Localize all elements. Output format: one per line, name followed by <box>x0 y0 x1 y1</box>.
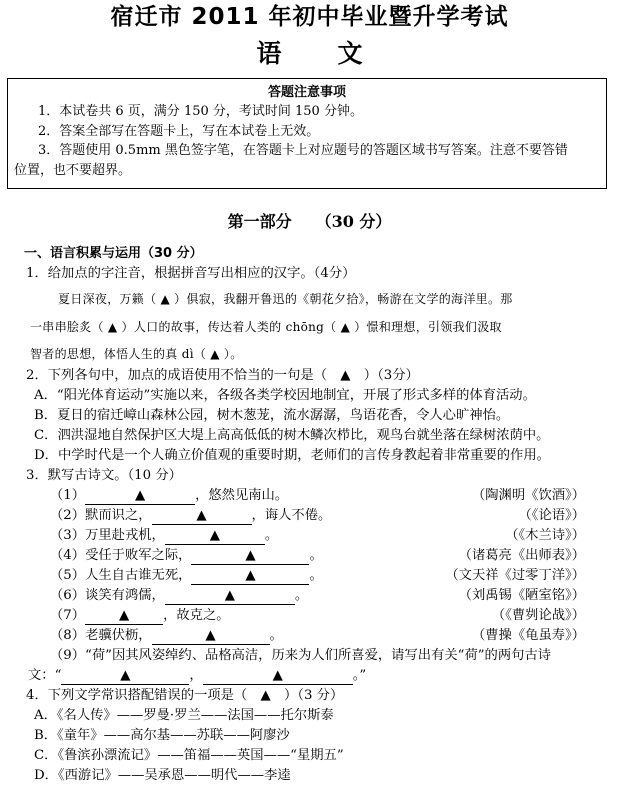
q3-item-2-num: （2） <box>50 508 86 523</box>
q3-item-9-mid: ， <box>189 668 203 683</box>
notice-item-2: 2．答案全部写在答题卡上，写在本试卷上无效。 <box>38 123 320 139</box>
q4-stem: 4．下列文学常识搭配错误的一项是（ ▲ ）（3 分） <box>26 688 344 703</box>
q3-stem: 3．默写古诗文。（10 分） <box>26 468 182 483</box>
q3-item-5-num: （5） <box>50 568 86 583</box>
q3-item-8-post: 。 <box>269 628 283 643</box>
q4-option-c: C．《鲁滨孙漂流记》——笛福——英国——“星期五” <box>34 748 344 763</box>
q3-item-9-answer <box>28 666 366 685</box>
q2-option-d: D．中学时代是一个人确立价值观的重要时期，老师们的言传身教起着非常重要的作用。 <box>34 448 550 463</box>
q3-item-1-post: ，悠然见南山。 <box>195 488 289 503</box>
q3-item-5-source: （文天祥《过零丁洋》） <box>445 568 585 583</box>
part-one-title: 第一部分 （30 分） <box>227 212 392 231</box>
q3-item-6-post: 。 <box>294 588 309 603</box>
q3-item-3-source: （《木兰诗》） <box>505 528 585 543</box>
answer-blank[interactable]: ▲ <box>85 488 195 505</box>
q4-option-d: D．《西游记》——吴承恩——明代——李逵 <box>34 768 291 783</box>
section-one-title: 一、语言积累与运用（30 分） <box>24 246 203 261</box>
answer-blank[interactable]: ▲ <box>191 548 309 565</box>
answer-blank[interactable]: ▲ <box>152 628 270 645</box>
q3-item-6-source: （刘禹锡《陋室铭》） <box>458 588 585 603</box>
q3-item-3 <box>50 526 278 545</box>
q3-item-5-pre: 人生自古谁无死， <box>85 568 192 583</box>
q3-item-7-post: ，故克之。 <box>163 608 230 623</box>
q3-item-4-pre: 受任于败军之际， <box>85 548 192 563</box>
q4-option-b: B．《童年》——高尔基——苏联——阿廖沙 <box>34 728 290 743</box>
exam-subject: 语文 <box>256 39 419 68</box>
q3-item-3-pre: 万里赴戎机， <box>85 528 165 543</box>
q3-item-7 <box>50 606 230 625</box>
q2-stem: 2．下列各句中，加点的成语使用不恰当的一句是（ ▲ ）（3分） <box>26 368 419 383</box>
q1-passage-line-2: 一串串脍炙（ ▲ ）人口的故事，传达着人类的 chōng（ ▲ ）憬和理想，引领我们汲取 <box>30 320 502 334</box>
q3-item-4-post: 。 <box>309 548 323 563</box>
q3-item-9-post: 。” <box>352 668 367 683</box>
notice-item-3: 3．答题使用 0.5mm 黑色签字笔，在答题卡上对应题号的答题区域书写答案。注意不要答错 <box>38 143 568 158</box>
notice-title: 答题注意事项 <box>267 85 346 100</box>
answer-blank[interactable]: ▲ <box>165 528 265 545</box>
q4-option-a: A．《名人传》——罗曼·罗兰——法国——托尔斯泰 <box>34 708 334 723</box>
q3-item-5 <box>50 566 323 585</box>
q3-item-4 <box>50 546 323 565</box>
q1-passage-line-1: 夏日深夜，万籁（ ▲ ）俱寂，我翻开鲁迅的《朝花夕拾》，畅游在文学的海洋里。那 <box>58 292 513 306</box>
q2-option-a: A．“阳光体育运动”实施以来，各级各类学校因地制宜，开展了形式多样的体育活动。 <box>34 388 536 403</box>
q3-item-8 <box>50 626 283 645</box>
q3-item-8-source: （曹操《龟虽寿》） <box>471 628 585 643</box>
q3-item-9: （9）“荷”因其风姿绰约、品格高洁，历来为人们所喜爱，请写出有关“荷”的两句古诗 <box>50 648 552 663</box>
q3-item-6-pre: 谈笑有鸿儒， <box>85 588 165 603</box>
notice-item-1: 1．本试卷共 6 页，满分 150 分，考试时间 150 分钟。 <box>38 104 363 119</box>
q1-stem: 1．给加点的字注音，根据拼音写出相应的汉字。（4分） <box>26 266 356 281</box>
q3-item-5-post: 。 <box>309 568 323 583</box>
answer-blank[interactable]: ▲ <box>203 668 353 685</box>
answer-blank[interactable]: ▲ <box>152 508 252 525</box>
q3-item-2-post: ，诲人不倦。 <box>251 508 332 523</box>
q2-option-b: B．夏日的宿迁嶂山森林公园，树木葱茏，流水潺潺，鸟语花香，令人心旷神怡。 <box>34 408 510 423</box>
q3-item-6-num: （6） <box>50 588 86 603</box>
q3-item-3-post: 。 <box>264 528 279 543</box>
q2-option-c: C．泗洪湿地自然保护区大堤上高高低低的树木鳞次栉比，观鸟台就坐落在绿树浓荫中。 <box>34 428 550 443</box>
exam-title: 宿迁市 2011 年初中毕业暨升学考试 <box>110 4 509 30</box>
q3-item-3-num: （3） <box>50 528 86 543</box>
q3-item-2-pre: 默而识之， <box>85 508 152 523</box>
q3-item-2 <box>50 506 331 525</box>
answer-blank[interactable]: ▲ <box>85 608 163 625</box>
q3-item-7-source: （《曹刿论战》） <box>491 608 585 623</box>
q3-item-1 <box>50 486 288 505</box>
q3-item-1-source: （陶渊明《饮酒》） <box>471 488 585 503</box>
q3-item-8-pre: 老骥伏枥， <box>85 628 152 643</box>
q3-item-7-num: （7） <box>50 608 86 623</box>
answer-blank[interactable]: ▲ <box>191 568 309 585</box>
q3-item-2-source: （《论语》） <box>518 508 585 523</box>
answer-blank[interactable]: ▲ <box>61 668 189 685</box>
q3-item-1-num: （1） <box>50 488 86 503</box>
q1-passage-line-3: 智者的思想，体悟人生的真 dì（ ▲ ）。 <box>30 347 243 361</box>
q3-item-4-num: （4） <box>50 548 86 563</box>
q3-item-6 <box>50 586 308 605</box>
notice-box <box>7 78 607 189</box>
q3-item-8-num: （8） <box>50 628 86 643</box>
q3-item-4-source: （诸葛亮《出师表》） <box>458 548 585 563</box>
answer-blank[interactable]: ▲ <box>165 588 295 605</box>
q3-item-9-pre: 文：“ <box>28 668 62 683</box>
notice-item-3-cont: 位置，也不要超界。 <box>14 162 132 178</box>
